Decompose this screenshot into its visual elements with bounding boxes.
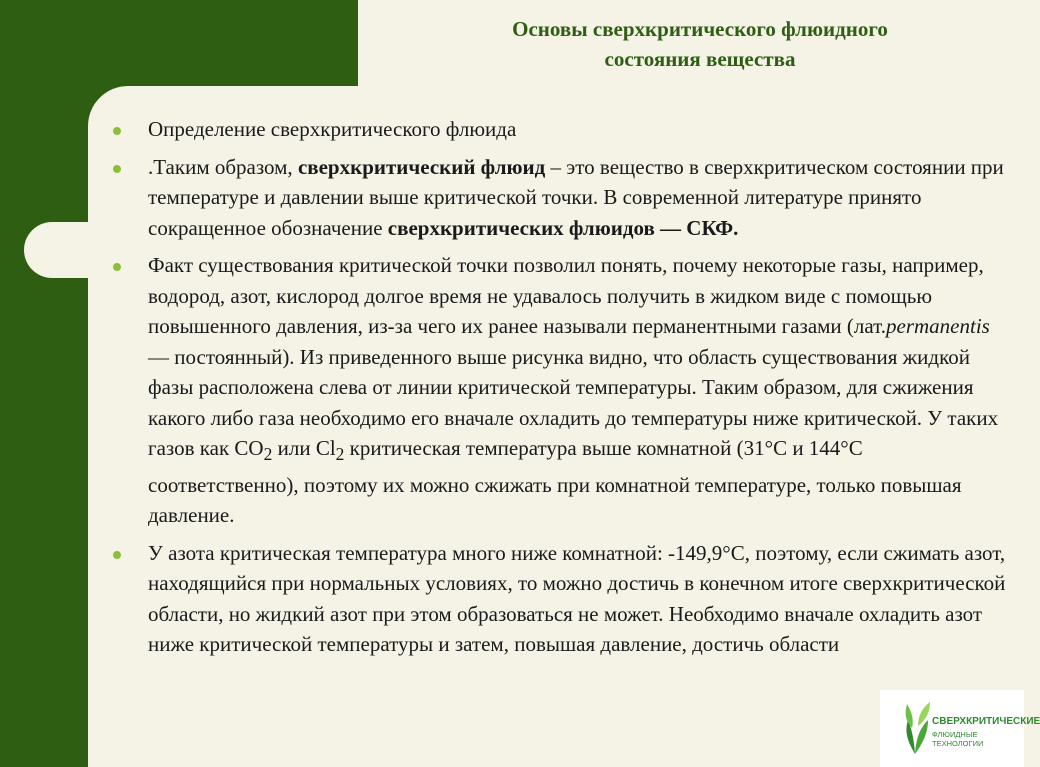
bullet-item-nitrogen: [108, 538, 1008, 660]
subscript: 2: [263, 444, 273, 465]
bullet-text: или Cl: [272, 436, 336, 460]
bullet-text: .Таким образом,: [148, 154, 298, 179]
bullet-dot-icon: [113, 263, 121, 271]
leaf-logo-icon: [898, 698, 932, 756]
logo-subtitle: ФЛЮИДНЫЕ ТЕХНОЛОГИИ: [932, 730, 984, 748]
company-logo: [880, 690, 1040, 767]
bullet-dot-icon: [113, 165, 121, 173]
bullet-list: [108, 114, 1008, 667]
bullet-text: Факт существования критической точки позволил понять, почему некоторые газы, например, водород, азот, кислород долгое время не удавалось получить в жидком виде с помощью повышенного давления, из-за чего их ранее называли перманентными газами (лат.: [148, 253, 984, 338]
bullet-text: – это вещество в сверхкритическом состоянии при температуре и давлении выше критической точки. В современной литературе принято сокращенное обозначение: [148, 154, 1004, 240]
logo-title: СВЕРХКРИТИЧЕСКИЕ: [932, 716, 1040, 727]
slide-title: [400, 14, 1000, 74]
bullet-text: У азота критическая температура много ниже комнатной: -149,9°C, поэтому, если сжимать азот, находящийся при нормальных условиях, то можно достичь в конечном итоге сверхкритической области, но жидкий азот при этом образоваться не может. Необходимо вначале охладить азот ниже критической температуры и затем, повышая давление, достичь области: [148, 540, 1006, 657]
bullet-dot-icon: [113, 127, 121, 135]
bullet-text: критическая температура выше комнатной (31°C и 144°C соответственно), поэтому их можно сжижать при комнатной температуре, только повышая давление.: [148, 436, 962, 528]
title-line-2: состояния вещества: [604, 47, 796, 71]
bold-term: сверхкритический флюид: [297, 154, 546, 179]
bullet-item-definition: [108, 114, 1008, 145]
bullet-text: Определение сверхкритического флюида: [148, 117, 517, 141]
bullet-dot-icon: [113, 551, 121, 559]
bullet-text: — постоянный). Из приведенного выше рисунка видно, что область существования жидкой фазы расположена слева от линии критической температуры. Таким образом, для сжижения какого либо газа необходимо его вначале охладить до температуры ниже критической. У таких газов как CO: [148, 344, 999, 460]
bold-abbreviation: сверхкритических флюидов — СКФ.: [387, 215, 739, 240]
title-line-1: Основы сверхкритического флюидного: [512, 17, 888, 41]
bullet-item-scf-definition: [108, 152, 1008, 244]
latin-term: permanentis: [886, 314, 990, 338]
subscript: 2: [335, 444, 345, 465]
bullet-item-critical-point: [108, 250, 1008, 531]
decorative-tab: [24, 222, 114, 278]
